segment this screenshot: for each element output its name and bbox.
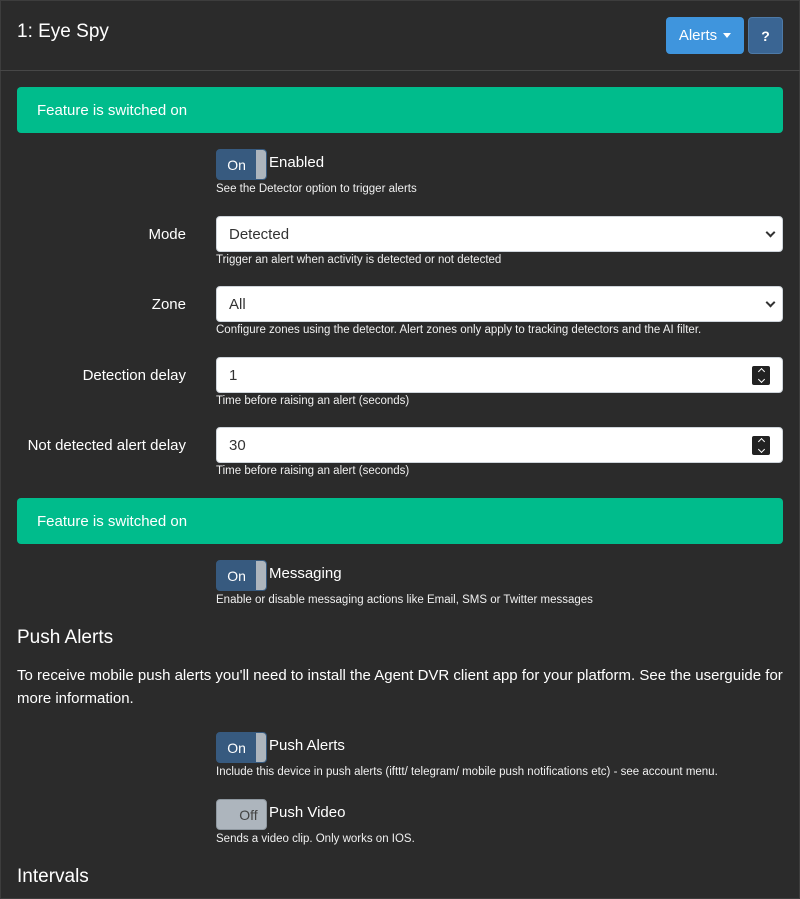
enabled-toggle-state: On [227, 156, 246, 173]
spinner-icon[interactable] [752, 436, 770, 455]
spinner-icon[interactable] [752, 366, 770, 385]
enabled-help-text: See the Detector option to trigger alerts [216, 183, 417, 195]
not-detected-delay-value: 30 [229, 436, 246, 454]
push-alerts-help-text: Include this device in push alerts (ifttt/ telegram/ mobile push notifications etc) - see account menu. [216, 766, 718, 778]
mode-help-text: Trigger an alert when activity is detected or not detected [216, 254, 502, 266]
zone-select[interactable] [216, 286, 783, 322]
intervals-heading: Intervals [17, 866, 89, 887]
page-title: 1: Eye Spy [17, 21, 109, 42]
toggle-knob [256, 561, 266, 590]
detection-delay-input[interactable] [216, 357, 783, 393]
push-video-help-text: Sends a video clip. Only works on IOS. [216, 833, 415, 845]
alerts-button-label: Alerts [678, 27, 718, 44]
push-alerts-toggle[interactable] [216, 732, 267, 763]
push-video-label: Push Video [269, 804, 346, 821]
mode-select[interactable] [216, 216, 783, 252]
push-alerts-toggle-state: On [227, 739, 246, 756]
caret-down-icon [723, 33, 731, 38]
messaging-help-text: Enable or disable messaging actions like Email, SMS or Twitter messages [216, 594, 593, 606]
messaging-toggle-state: On [227, 567, 246, 584]
page-header [0, 0, 800, 71]
feature-status-banner: Feature is switched on [17, 87, 783, 133]
push-alerts-heading: Push Alerts [17, 627, 114, 648]
toggle-knob [256, 150, 266, 179]
detection-delay-label: Detection delay [82, 367, 186, 384]
messaging-status-banner: Feature is switched on [17, 498, 783, 544]
alerts-dropdown-button[interactable] [666, 17, 744, 54]
mode-label: Mode [148, 226, 186, 243]
toggle-knob [256, 733, 266, 762]
zone-select-value: All [229, 295, 246, 313]
help-button[interactable]: ? [748, 17, 783, 54]
zone-label: Zone [151, 296, 186, 313]
messaging-label: Messaging [269, 565, 342, 582]
not-detected-delay-help-text: Time before raising an alert (seconds) [216, 465, 410, 477]
enabled-toggle[interactable] [216, 149, 267, 180]
zone-help-text: Configure zones using the detector. Alert zones only apply to tracking detectors and the AI filter. [216, 324, 702, 336]
chevron-down-icon [766, 228, 776, 238]
not-detected-delay-input[interactable] [216, 427, 783, 463]
push-alerts-label: Push Alerts [269, 737, 345, 754]
detection-delay-help-text: Time before raising an alert (seconds) [216, 395, 410, 407]
messaging-toggle[interactable] [216, 560, 267, 591]
not-detected-delay-label: Not detected alert delay [27, 437, 186, 454]
chevron-down-icon [766, 298, 776, 308]
push-alerts-description: To receive mobile push alerts you'll need to install the Agent DVR client app for your platform. See the userguide for more information. [17, 667, 783, 707]
detection-delay-value: 1 [229, 366, 238, 384]
toggle-knob [217, 800, 227, 829]
push-video-toggle[interactable] [216, 799, 267, 830]
push-video-toggle-state: Off [239, 806, 258, 823]
mode-select-value: Detected [229, 225, 290, 243]
enabled-label: Enabled [269, 154, 325, 171]
